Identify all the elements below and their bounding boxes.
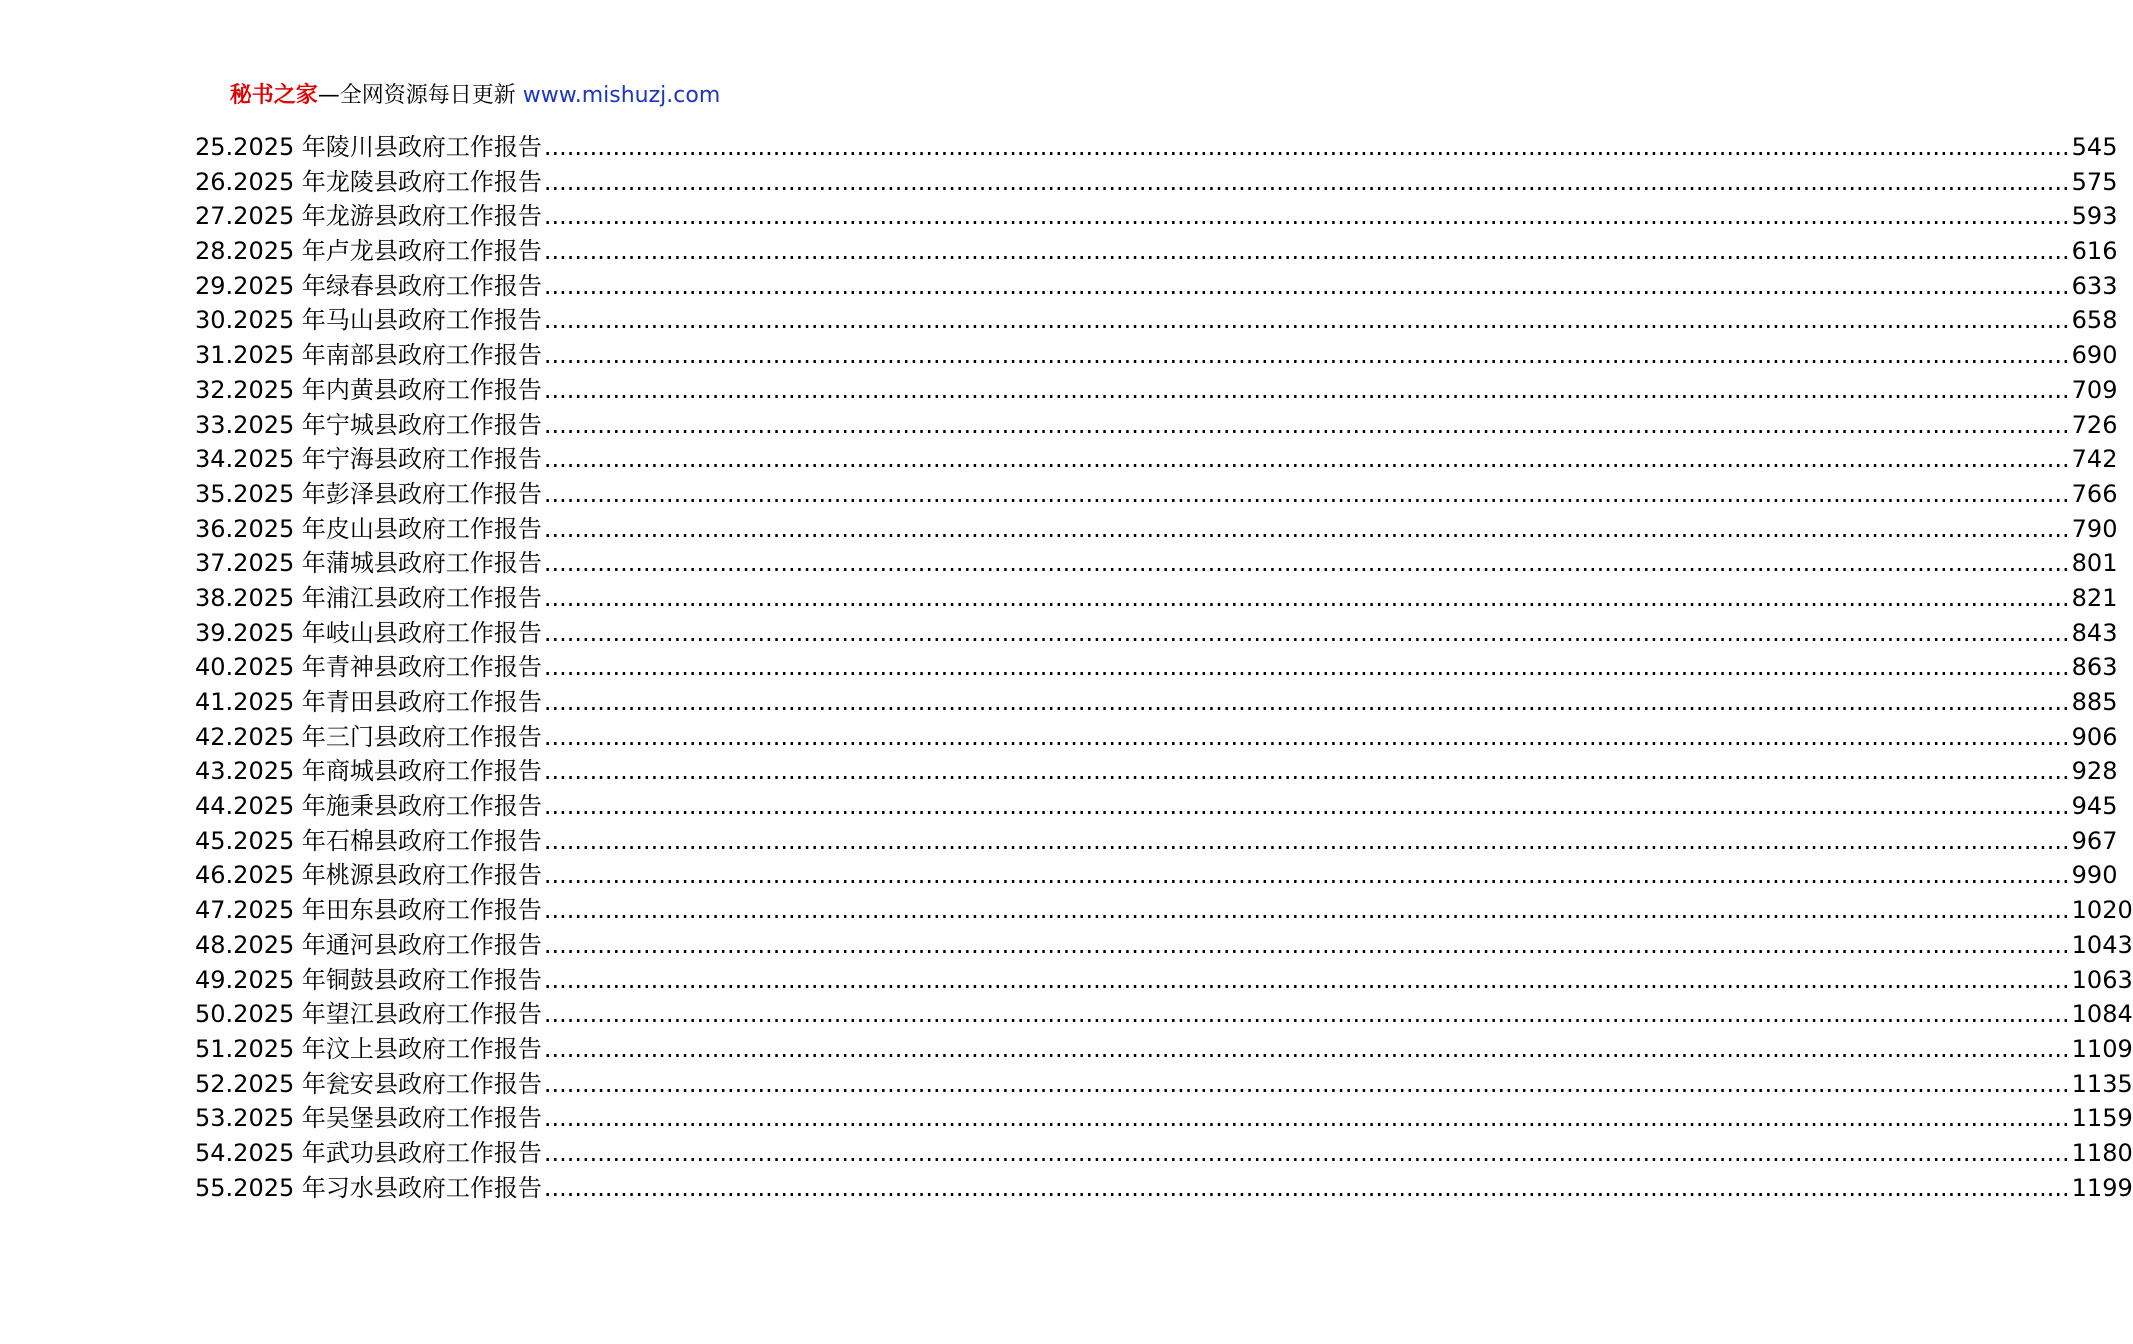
toc-dot-leader: ........................................................................................................................................................................................................ <box>543 861 2070 890</box>
toc-entry <box>195 754 2118 789</box>
toc-entry <box>195 373 2118 408</box>
toc-entry-title: 37.2025 年蒲城县政府工作报告 <box>195 549 542 578</box>
toc-entry-page: 945 <box>2071 792 2118 821</box>
toc-entry <box>195 616 2118 651</box>
toc-entry-page: 709 <box>2071 375 2118 404</box>
toc-dot-leader: ........................................................................................................................................................................................................ <box>543 306 2070 335</box>
toc-entry-title: 33.2025 年宁城县政府工作报告 <box>195 410 542 439</box>
toc-entry <box>195 338 2118 373</box>
toc-dot-leader: ........................................................................................................................................................................................................ <box>543 167 2070 196</box>
toc-entry-title: 54.2025 年武功县政府工作报告 <box>195 1138 542 1167</box>
toc-entry-page: 593 <box>2071 202 2118 231</box>
toc-entry-title: 30.2025 年马山县政府工作报告 <box>195 306 542 335</box>
toc-entry-page: 575 <box>2071 167 2118 196</box>
toc-dot-leader: ........................................................................................................................................................................................................ <box>543 618 2070 647</box>
toc-dot-leader: ........................................................................................................................................................................................................ <box>543 688 2070 716</box>
toc-entry-title: 43.2025 年商城县政府工作报告 <box>195 757 542 786</box>
toc-entry-title: 44.2025 年施秉县政府工作报告 <box>195 792 542 821</box>
toc-entry <box>195 1032 2133 1067</box>
toc-entry-page: 821 <box>2071 583 2118 612</box>
toc-entry-page: 885 <box>2071 688 2118 716</box>
toc-entry <box>195 130 2118 165</box>
toc-entry-title: 39.2025 年岐山县政府工作报告 <box>195 618 542 647</box>
toc-entry <box>195 165 2118 200</box>
toc-entry-title: 38.2025 年浦江县政府工作报告 <box>195 583 542 612</box>
toc-entry-title: 49.2025 年铜鼓县政府工作报告 <box>195 965 542 994</box>
toc-entry <box>195 408 2118 443</box>
toc-entry-title: 29.2025 年绿春县政府工作报告 <box>195 271 542 300</box>
toc-entry <box>195 1136 2133 1171</box>
toc-entry-page: 1020 <box>2071 896 2133 925</box>
toc-entry <box>195 581 2118 616</box>
header-tagline: —全网资源每日更新 <box>317 83 516 108</box>
toc-entry-page: 1135 <box>2071 1069 2133 1098</box>
table-of-contents <box>195 130 2133 1205</box>
toc-dot-leader: ........................................................................................................................................................................................................ <box>543 826 2070 855</box>
toc-dot-leader: ........................................................................................................................................................................................................ <box>543 1034 2070 1063</box>
toc-entry-title: 34.2025 年宁海县政府工作报告 <box>195 445 542 474</box>
toc-entry-page: 658 <box>2071 306 2118 335</box>
toc-entry-title: 41.2025 年青田县政府工作报告 <box>195 688 542 716</box>
toc-entry-page: 790 <box>2071 514 2118 543</box>
toc-entry-page: 928 <box>2071 757 2118 786</box>
toc-entry <box>195 824 2118 859</box>
toc-entry-page: 1043 <box>2071 930 2133 959</box>
toc-entry <box>195 685 2118 720</box>
toc-dot-leader: ........................................................................................................................................................................................................ <box>543 1069 2070 1098</box>
toc-entry <box>195 546 2118 581</box>
toc-dot-leader: ........................................................................................................................................................................................................ <box>543 514 2070 543</box>
toc-entry <box>195 303 2118 338</box>
toc-entry <box>195 1171 2133 1206</box>
toc-entry <box>195 512 2118 547</box>
toc-entry-title: 27.2025 年龙游县政府工作报告 <box>195 202 542 231</box>
toc-entry-title: 32.2025 年内黄县政府工作报告 <box>195 375 542 404</box>
toc-entry <box>195 928 2133 963</box>
toc-entry-page: 726 <box>2071 410 2118 439</box>
toc-entry-page: 1159 <box>2071 1104 2133 1133</box>
brand-name: 秘书之家 <box>229 83 318 108</box>
toc-entry <box>195 442 2118 477</box>
toc-entry <box>195 789 2118 824</box>
toc-entry-title: 55.2025 年习水县政府工作报告 <box>195 1173 542 1202</box>
toc-entry-page: 1084 <box>2071 1000 2133 1029</box>
toc-entry <box>195 234 2118 269</box>
toc-entry-page: 1109 <box>2071 1034 2133 1063</box>
toc-entry <box>195 963 2133 998</box>
toc-entry <box>195 650 2118 685</box>
toc-entry-page: 906 <box>2071 722 2118 751</box>
toc-entry-title: 26.2025 年龙陵县政府工作报告 <box>195 167 542 196</box>
toc-entry-page: 545 <box>2071 133 2118 161</box>
toc-entry-title: 36.2025 年皮山县政府工作报告 <box>195 514 542 543</box>
toc-dot-leader: ........................................................................................................................................................................................................ <box>543 375 2070 404</box>
toc-entry-page: 967 <box>2071 826 2118 855</box>
toc-entry <box>195 858 2118 893</box>
toc-entry-title: 35.2025 年彭泽县政府工作报告 <box>195 479 542 508</box>
toc-dot-leader: ........................................................................................................................................................................................................ <box>543 896 2070 925</box>
toc-dot-leader: ........................................................................................................................................................................................................ <box>543 445 2070 474</box>
toc-dot-leader: ........................................................................................................................................................................................................ <box>543 722 2070 751</box>
toc-dot-leader: ........................................................................................................................................................................................................ <box>543 1104 2070 1133</box>
toc-entry-title: 31.2025 年南部县政府工作报告 <box>195 341 542 370</box>
site-url: www.mishuzj.com <box>522 83 721 108</box>
toc-entry-title: 42.2025 年三门县政府工作报告 <box>195 722 542 751</box>
toc-entry-title: 53.2025 年吴堡县政府工作报告 <box>195 1104 542 1133</box>
toc-dot-leader: ........................................................................................................................................................................................................ <box>543 653 2070 682</box>
toc-entry <box>195 997 2133 1032</box>
toc-entry-page: 690 <box>2071 341 2118 370</box>
toc-dot-leader: ........................................................................................................................................................................................................ <box>543 479 2070 508</box>
toc-entry-title: 45.2025 年石棉县政府工作报告 <box>195 826 542 855</box>
toc-dot-leader: ........................................................................................................................................................................................................ <box>543 133 2070 161</box>
toc-dot-leader: ........................................................................................................................................................................................................ <box>543 1173 2070 1202</box>
page-header <box>0 80 950 112</box>
toc-entry <box>195 477 2118 512</box>
toc-entry-title: 40.2025 年青神县政府工作报告 <box>195 653 542 682</box>
toc-entry-page: 742 <box>2071 445 2118 474</box>
toc-dot-leader: ........................................................................................................................................................................................................ <box>543 1138 2070 1167</box>
toc-entry-title: 52.2025 年瓮安县政府工作报告 <box>195 1069 542 1098</box>
toc-dot-leader: ........................................................................................................................................................................................................ <box>543 237 2070 266</box>
toc-entry-page: 1180 <box>2071 1138 2133 1167</box>
toc-entry-page: 616 <box>2071 237 2118 266</box>
toc-dot-leader: ........................................................................................................................................................................................................ <box>543 341 2070 370</box>
toc-entry-title: 46.2025 年桃源县政府工作报告 <box>195 861 542 890</box>
toc-entry-page: 1063 <box>2071 965 2133 994</box>
toc-dot-leader: ........................................................................................................................................................................................................ <box>543 930 2070 959</box>
toc-dot-leader: ........................................................................................................................................................................................................ <box>543 965 2070 994</box>
toc-entry <box>195 893 2133 928</box>
toc-entry <box>195 720 2118 755</box>
toc-entry-page: 843 <box>2071 618 2118 647</box>
toc-entry-page: 863 <box>2071 653 2118 682</box>
toc-entry-title: 48.2025 年通河县政府工作报告 <box>195 930 542 959</box>
toc-entry-title: 25.2025 年陵川县政府工作报告 <box>195 133 542 161</box>
toc-entry-title: 47.2025 年田东县政府工作报告 <box>195 896 542 925</box>
toc-entry-title: 51.2025 年汶上县政府工作报告 <box>195 1034 542 1063</box>
toc-entry-page: 801 <box>2071 549 2118 578</box>
toc-entry <box>195 1101 2133 1136</box>
toc-entry <box>195 199 2118 234</box>
toc-entry-page: 1199 <box>2071 1173 2133 1202</box>
toc-entry-page: 990 <box>2071 861 2118 890</box>
toc-dot-leader: ........................................................................................................................................................................................................ <box>543 549 2070 578</box>
toc-dot-leader: ........................................................................................................................................................................................................ <box>543 410 2070 439</box>
toc-entry <box>195 269 2118 304</box>
toc-dot-leader: ........................................................................................................................................................................................................ <box>543 271 2070 300</box>
toc-dot-leader: ........................................................................................................................................................................................................ <box>543 757 2070 786</box>
toc-entry-title: 50.2025 年望江县政府工作报告 <box>195 1000 542 1029</box>
toc-dot-leader: ........................................................................................................................................................................................................ <box>543 583 2070 612</box>
toc-dot-leader: ........................................................................................................................................................................................................ <box>543 792 2070 821</box>
toc-dot-leader: ........................................................................................................................................................................................................ <box>543 1000 2070 1029</box>
toc-entry-page: 766 <box>2071 479 2118 508</box>
toc-entry-page: 633 <box>2071 271 2118 300</box>
toc-entry-title: 28.2025 年卢龙县政府工作报告 <box>195 237 542 266</box>
toc-dot-leader: ........................................................................................................................................................................................................ <box>543 202 2070 231</box>
toc-entry <box>195 1067 2133 1102</box>
